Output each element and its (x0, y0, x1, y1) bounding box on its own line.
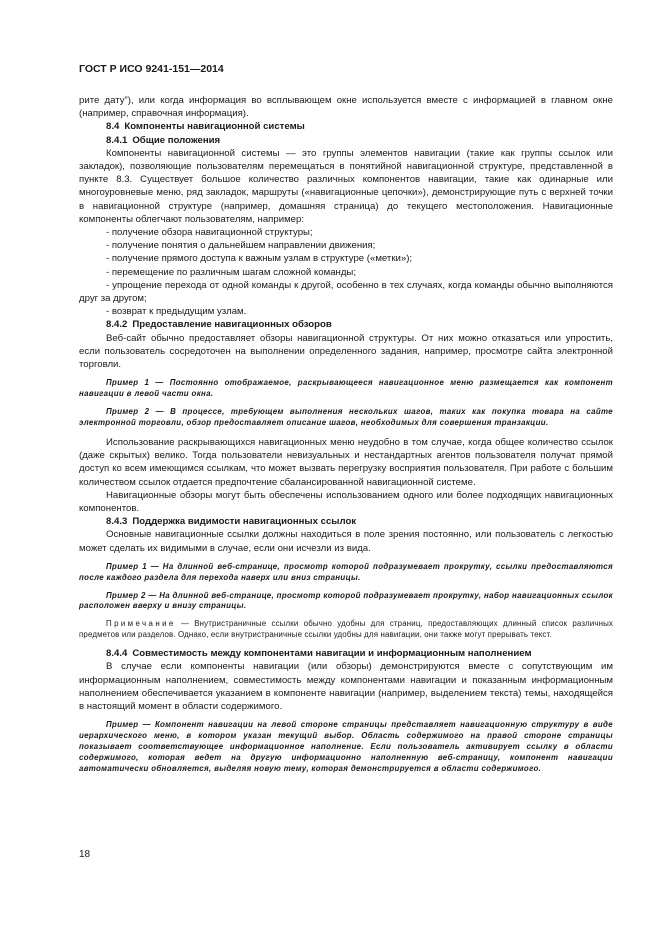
section-number: 8.4.1 (106, 134, 128, 146)
note (79, 619, 613, 641)
section-8-4-3-heading (79, 515, 613, 528)
example-text: — На длинной веб-странице, просмотр которой подразумевает прокрутку, ссылки предоставляются после каждого раздела для перехода наверх или вниз страницы. (79, 561, 613, 582)
paragraph: Использование раскрывающихся навигационных меню неудобно в том случае, когда общее количество ссылок (даже скрытых) велико. Тогда пользователи невизуальных и нестандартных агентов пользователя получат прямой доступ ко всем имеющимся ссылкам, что может вызвать перегрузку восприятия пользователя. При работе с большим количеством ссылок отдается предпочтение сбалансированной навигационной системе. (79, 436, 613, 488)
document-body (79, 94, 613, 782)
list-item: - возврат к предыдущим узлам. (106, 306, 247, 318)
example-label: Пример (106, 720, 139, 730)
example (79, 378, 613, 400)
example-text: — На длинной веб-странице, просмотр которой подразумевает прокрутку, набор навигационных ссылок расположен вверху и внизу страницы. (79, 590, 613, 611)
example (79, 407, 613, 429)
section-8-4-heading (79, 120, 613, 133)
example-label: Пример 1 (106, 561, 147, 571)
bullet-list (79, 226, 613, 318)
list-item: - упрощение перехода от одной команды к другой, особенно в тех случаях, когда команды обычно выполняются друг за другом; (79, 279, 613, 305)
paragraph: Компоненты навигационной системы — это группы элементов навигации (такие как группы ссылок или закладок), позволяющие пользователям перемещаться в понятийной навигационной структуре, представленной в пункте 8.3. Существует большое количество различных компонентов навигации, такие как одинарные или многоуровневые меню, ряд закладок, маршруты («навигационные цепочки»), демонстрирующие путь с верхней точки в навигационной структуре (например, домашняя страница) до текущего местоположения. Навигационные компоненты облегчают пользователям, например: (79, 147, 613, 225)
note-text: — Внутристраничные ссылки обычно удобны для страниц, предоставляющих длинный список различных предметов или разделов. Однако, если внутристраничные ссылки удобны для навигации, они также могут прерывать текст. (79, 619, 614, 640)
list-item: - получение понятия о дальнейшем направлении движения; (106, 240, 376, 252)
note-label: Примечание (106, 619, 176, 629)
section-8-4-1-heading (79, 134, 613, 147)
example (79, 562, 613, 584)
section-8-4-4-heading (79, 647, 613, 660)
section-title: Совместимость между компонентами навигации и информационным наполнением (132, 648, 532, 660)
intro-paragraph: рите дату”), или когда информация во всплывающем окне используется вместе с информацией в главном окне (например, справочная информация). (79, 95, 613, 120)
document-header: ГОСТ Р ИСО 9241-151—2014 (79, 63, 224, 75)
section-number: 8.4.2 (106, 319, 128, 331)
paragraph: Навигационные обзоры могут быть обеспечены использованием одного или более подходящих навигационных компонентов. (79, 489, 613, 514)
example-label: Пример 2 (106, 590, 146, 600)
example-label: Пример 2 (106, 407, 150, 417)
page-number: 18 (79, 849, 91, 860)
paragraph: Основные навигационные ссылки должны находиться в поле зрения постоянно, или пользователь с легкостью может сделать их видимыми в случае, если они исчезли из вида. (79, 529, 613, 554)
section-title: Поддержка видимости навигационных ссылок (132, 516, 357, 528)
section-title: Компоненты навигационной системы (124, 121, 305, 133)
example-label: Пример 1 (106, 378, 150, 388)
list-item: - получение прямого доступа к важным узлам в структуре («метки»); (106, 253, 413, 265)
section-number: 8.4 (106, 121, 120, 133)
section-8-4-2-heading (79, 318, 613, 331)
section-number: 8.4.3 (106, 516, 128, 528)
section-title: Предоставление навигационных обзоров (132, 319, 332, 331)
example-text: — В процессе, требующем выполнения нескольких шагов, таких как покупка товара на сайте электронной торговли, обзор предоставляет описание шагов, необходимых для совершения транзакции. (79, 407, 613, 427)
example (79, 720, 613, 775)
paragraph: Веб-сайт обычно предоставляет обзоры навигационной структуры. От них можно отказаться или упростить, если пользователь сосредоточен на выполнении определенного задания, например, просмотре сайта электронной торговли. (79, 332, 613, 371)
list-item: - получение обзора навигационной структуры; (106, 227, 313, 239)
paragraph: В случае если компоненты навигации (или обзоры) демонстрируются вместе с сопутствующим им информационным наполнением, совместимость между компонентами навигации и показанным информационным наполнением обеспечивается указанием в компоненте навигации (например, выделением текста) темы, находящейся в настоящий момент в области содержимого. (79, 661, 613, 712)
section-number: 8.4.4 (106, 648, 128, 660)
section-title: Общие положения (132, 134, 221, 146)
example (79, 591, 613, 613)
list-item: - перемещение по различным шагам сложной команды; (106, 266, 356, 278)
example-text: — Компонент навигации на левой стороне страницы представляет навигационную структуру в виде иерархического меню, в котором указан текущий выбор. Область содержимого на правой стороне страницы показывает соответствующее информационное наполнение. Если пользователь активирует ссылку в области содержимого, которая ведет на другую информационно наполненную веб-страницу, компонент навигации автоматически обновляется, выделяя новую тему, которая демонстрируется в области содержимого. (79, 720, 614, 773)
example-text: — Постоянно отображаемое, раскрывающееся навигационное меню размещается как компонент навигации в левой части окна. (79, 378, 613, 399)
